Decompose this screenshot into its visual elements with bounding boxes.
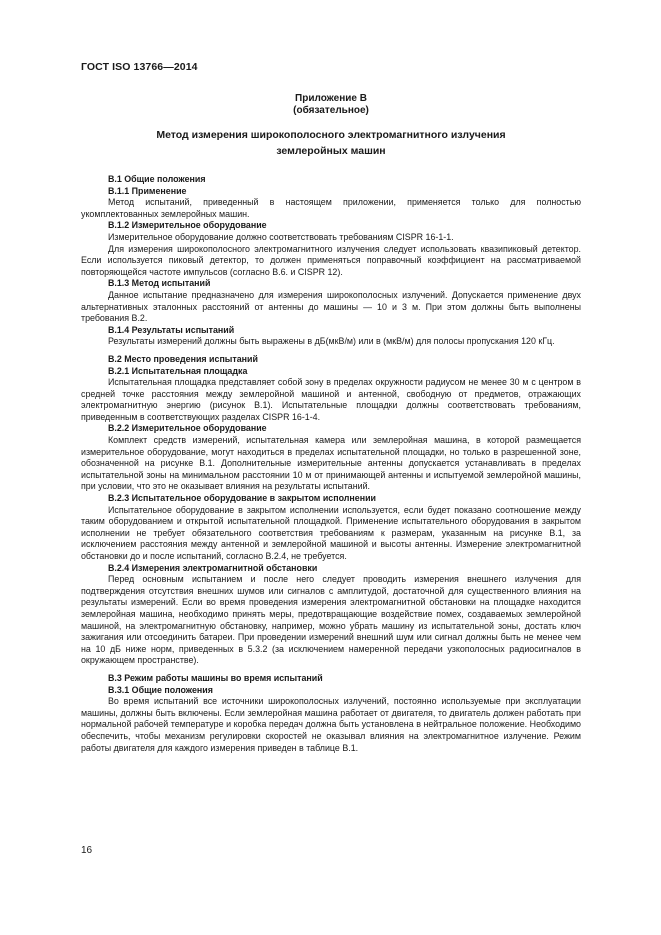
subsection-heading-b2-4: В.2.4 Измерения электромагнитной обстановки [108,562,318,573]
subsection-heading-b2-3: В.2.3 Испытательное оборудование в закрытом исполнении [108,493,376,504]
document-code: ГОСТ ISO 13766—2014 [81,61,198,73]
appendix-type: (обязательное) [293,105,369,116]
section-heading-b2: В.2 Место проведения испытаний [108,353,258,364]
paragraph-b2-3: Испытательное оборудование в закрытом исполнении используется, если будет показано соотношение между таким оборудованием и открытой испытательной площадкой. Применение испытательного оборудования в закрытом исполнении не требует обязательного соответствия требованиям к размерам, указанным на рисунке В.1, за исключением расстояния между антенной и землеройной машиной и высоты антенны. Измерение электромагнитной обстановки до и после испытаний, согласно В.2.4, не требуется. [81,504,581,561]
subsection-heading-b1-3: В.1.3 Метод испытаний [108,278,211,289]
subsection-heading-b2-2: В.2.2 Измерительное оборудование [108,423,267,434]
paragraph-b3-1: Во время испытаний все источники широкополосных излучений, постоянно используемые при эксплуатации машины, должны быть включены. Если землеройная машина работает от двигателя, то двигатель должен работать при нормальной рабочей температуре и коробка передач должна быть установлена в нейтральное положение. Необходимо обеспечить, чтобы механизм регулировки скоростей не оказывал влияния на электромагнитное излучение. Режим работы двигателя для каждого измерения приведен в таблице В.1. [81,696,581,753]
paragraph-b1-2-1: Измерительное оборудование должно соответствовать требованиям CISPR 16-1-1. [108,231,454,242]
paragraph-b2-1: Испытательная площадка представляет собой зону в пределах окружности радиусом не менее 30 м с центром в средней точке расстояния между землеройной машиной и антенной, свободную от предметов, отражающих электромагнитную энергию (рисунок В.1). Испытательные площадки должны соответствовать требованиям, приведенным в соответствующих разделах CISPR 16-1-4. [81,377,581,422]
subsection-heading-b3-1: В.3.1 Общие положения [108,684,213,695]
appendix-title-line-2: землеройных машин [276,145,386,157]
subsection-heading-b1-2: В.1.2 Измерительное оборудование [108,220,267,231]
page-number: 16 [81,845,93,856]
paragraph-b1-2-2: Для измерения широкополосного электромагнитного излучения следует использовать квазипиковый детектор. Если используется пиковый детектор, то должен применяться поправочный коэффициент на рассматриваемой повторяющейся частоте импульсов (согласно В.6. и CISPR 12). [81,243,581,277]
section-heading-b3: В.3 Режим работы машины во время испытаний [108,672,323,683]
section-heading-b1: В.1 Общие положения [108,174,206,184]
subsection-heading-b1-4: В.1.4 Результаты испытаний [108,324,235,335]
appendix-title [81,127,581,159]
appendix-label: Приложение В [295,93,367,104]
subsection-heading-b2-1: В.2.1 Испытательная площадка [108,365,248,376]
document-body [81,174,581,754]
paragraph-b1-3: Данное испытание предназначено для измерения широкополосных излучений. Допускается применение двух альтернативных эталонных расстояний от антенны до машины — 10 и 3 м. При этом должны быть выполнены требования В.2. [81,289,581,324]
paragraph-b2-4: Перед основным испытанием и после него следует проводить измерения внешнего излучения для подтверждения отсутствия внешних шумов или сигналов с амплитудой, достаточной для существенного влияния на результаты измерений. Если во время проведения измерения электромагнитной обстановки на площадке находится землеройная машина, необходимо принять меры, предотвращающие воздействие помех, создаваемых землеройной машиной, на электромагнитную обстановку, например, можно убрать машину из испытательной зоны, достать ключ зажигания или отсоединить батареи. При проведении измерений внешний шум или сигнал должны быть не менее чем на 10 дБ ниже норм, приведенных в 5.3.2 (за исключением намеренной передачи узкополосных радиосигналов в окружающем пространстве). [81,574,581,666]
appendix-title-line-1: Метод измерения широкополосного электромагнитного излучения [156,129,506,141]
paragraph-b2-2: Комплект средств измерений, испытательная камера или землеройная машина, в которой размещается измерительное оборудование, могут находиться в пределах испытательной площадки, но только в разрешенной зоне, обозначенной на рисунке В.1. Дополнительные измерительные антенны допускается устанавливать в пределах испытательной зоны на минимальном расстоянии 10 м от принимающей антенны и испытуемой землеройной машины, при условии, что это не оказывает влияния на результаты испытаний. [81,435,581,492]
subsection-heading-b1-1: В.1.1 Применение [108,185,187,196]
paragraph-b1-1: Метод испытаний, приведенный в настоящем приложении, применяется только для полностью укомплектованных землеройных машин. [81,197,581,219]
paragraph-b1-4: Результаты измерений должны быть выражены в дБ(мкВ/м) или в (мкВ/м) для полосы пропускания 120 кГц. [108,336,555,347]
